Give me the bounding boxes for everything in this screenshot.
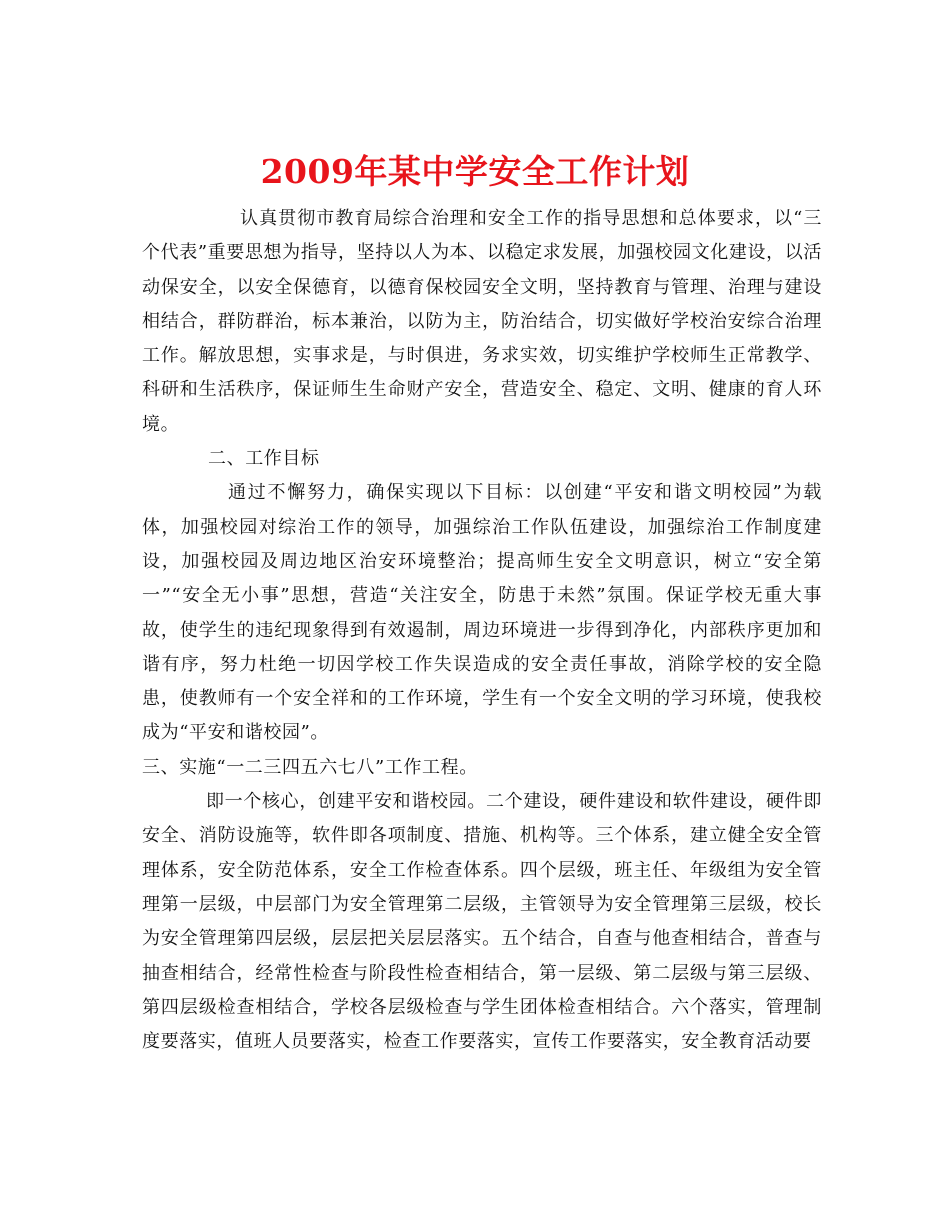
section-heading-implementation: 三、实施“一二三四五六七八”工作工程。 — [142, 756, 478, 778]
section-heading-work-goals: 二、工作目标 — [208, 448, 320, 470]
paragraph-implementation: 即一个核心，创建平安和谐校园。二个建设，硬件建设和软件建设，硬件即安全、消防设施等，软件即各项制度、措施、机构等。三个体系，建立健全安全管理体系，安全防范体系，安全工作检查体系。四个层级，班主任、年级组为安全管理第一层级，中层部门为安全管理第二层级，主管领导为安全管理第三层级，校长为安全管理第四层级，层层把关层层落实。五个结合，自查与他查相结合，普查与抽查相结合，经常性检查与阶段性检查相结合，第一层级、第二层级与第三层级、第四层级检查相结合，学校各层级检查与学生团体检查相结合。六个落实，管理制度要落实，值班人员要落实，检查工作要落实，宣传工作要落实，安全教育活动要 — [142, 791, 822, 1053]
paragraph-work-goals: 通过不懈努力，确保实现以下目标：以创建“平安和谐文明校园”为载体，加强校园对综治工作的领导，加强综治工作队伍建设，加强综治工作制度建设，加强校园及周边地区治安环境整治；提高师生安全文明意识，树立“安全第一”“安全无小事”思想，营造“关注安全，防患于未然”氛围。保证学校无重大事故，使学生的违纪现象得到有效遏制，周边环境进一步得到净化，内部秩序更加和谐有序，努力杜绝一切因学校工作失误造成的安全责任事故，消除学校的安全隐患，使教师有一个安全祥和的工作环境，学生有一个安全文明的学习环境，使我校成为“平安和谐校园”。 — [142, 482, 822, 744]
paragraph-guiding-ideology: 认真贯彻市教育局综合治理和安全工作的指导思想和总体要求，以“三个代表”重要思想为指导，坚持以人为本、以稳定求发展，加强校园文化建设，以活动保安全，以安全保德育，以德育保校园安全文明，坚持教育与管理、治理与建设相结合，群防群治，标本兼治，以防为主，防治结合，切实做好学校治安综合治理工作。解放思想，实事求是，与时俱进，务求实效，切实维护学校师生正常教学、科研和生活秩序，保证师生生命财产安全，营造安全、稳定、文明、健康的育人环境。 — [142, 208, 822, 435]
document-body — [142, 202, 822, 1059]
document-title: 2009年某中学安全工作计划 — [260, 152, 690, 192]
